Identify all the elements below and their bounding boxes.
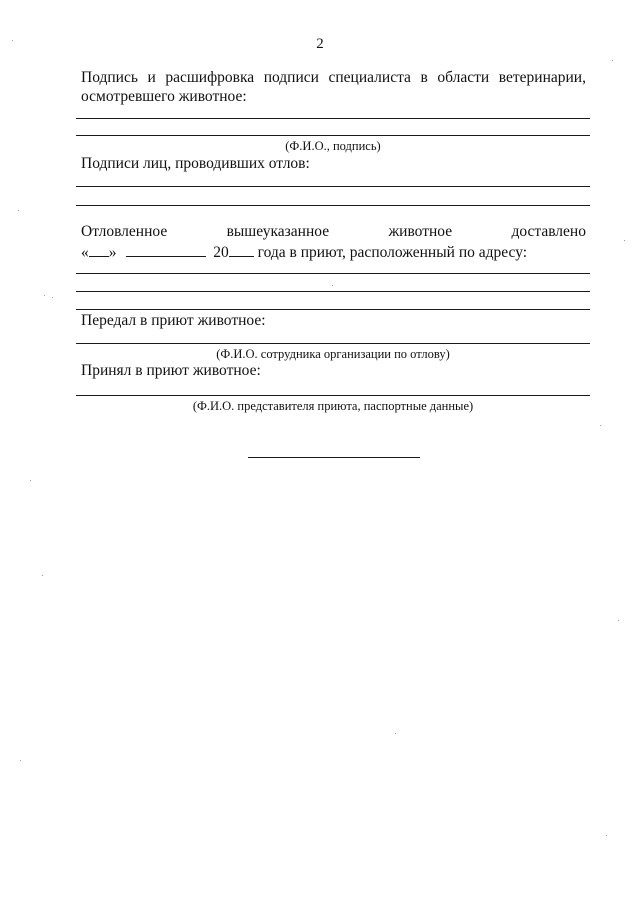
acceptance-signature-line[interactable] (76, 395, 590, 396)
word: и (147, 69, 156, 86)
handover-label: Передал в приют животное: (81, 312, 266, 329)
shelter-address-line-1[interactable] (76, 273, 590, 274)
word: вышеуказанное (226, 223, 330, 240)
scan-speck (600, 425, 601, 426)
day-blank[interactable] (89, 242, 109, 257)
page-number: 2 (316, 36, 324, 52)
scan-speck (612, 60, 613, 61)
scan-speck (618, 620, 619, 621)
catchers-signature-line-1[interactable] (76, 186, 590, 187)
handover-caption: (Ф.И.О. сотрудника организации по отлову) (216, 347, 450, 361)
scan-speck (42, 575, 43, 576)
vet-signature-heading-line1 (81, 69, 586, 87)
delivery-statement-line2 (81, 242, 527, 262)
quote-close: » (108, 244, 117, 261)
shelter-address-line-3[interactable] (76, 309, 590, 310)
year-blank[interactable] (229, 242, 254, 257)
catchers-signature-line-2[interactable] (76, 205, 590, 206)
delivery-statement-tail: года в приют, расположенный по адресу: (257, 244, 528, 261)
delivery-statement-line1 (81, 223, 586, 241)
word: ветеринарии, (498, 69, 586, 86)
scan-speck (20, 760, 21, 761)
word: специалиста (328, 69, 411, 86)
scan-speck (606, 835, 607, 836)
vet-signature-field-line-2[interactable] (76, 135, 590, 136)
scan-speck (624, 240, 625, 241)
acceptance-label: Принял в приют животное: (81, 362, 261, 379)
word: области (437, 69, 490, 86)
word: животное (388, 223, 453, 240)
handover-signature-line[interactable] (76, 343, 590, 344)
scan-speck (18, 210, 19, 211)
word: в (420, 69, 428, 86)
vet-signature-heading-line2: осмотревшего животное: (81, 88, 247, 105)
word: Подпись (81, 69, 138, 86)
year-prefix: 20 (213, 244, 229, 261)
scan-speck (44, 295, 45, 296)
scan-speck (395, 733, 396, 734)
vet-signature-caption: (Ф.И.О., подпись) (285, 139, 381, 153)
vet-signature-field-line-1[interactable] (76, 118, 590, 119)
closing-separator (248, 457, 420, 458)
word: расшифровка (165, 69, 255, 86)
scan-speck (12, 40, 13, 41)
word: подписи (263, 69, 319, 86)
quote-open: « (81, 244, 89, 261)
shelter-address-line-2[interactable] (76, 291, 590, 292)
word: доставлено (511, 223, 586, 240)
catchers-signatures-label: Подписи лиц, проводивших отлов: (81, 155, 310, 172)
scan-speck (52, 297, 53, 298)
scan-speck (30, 480, 31, 481)
word: Отловленное (81, 223, 168, 240)
month-blank[interactable] (126, 242, 206, 257)
scan-speck (332, 285, 333, 286)
acceptance-caption: (Ф.И.О. представителя приюта, паспортные данные) (192, 399, 474, 413)
